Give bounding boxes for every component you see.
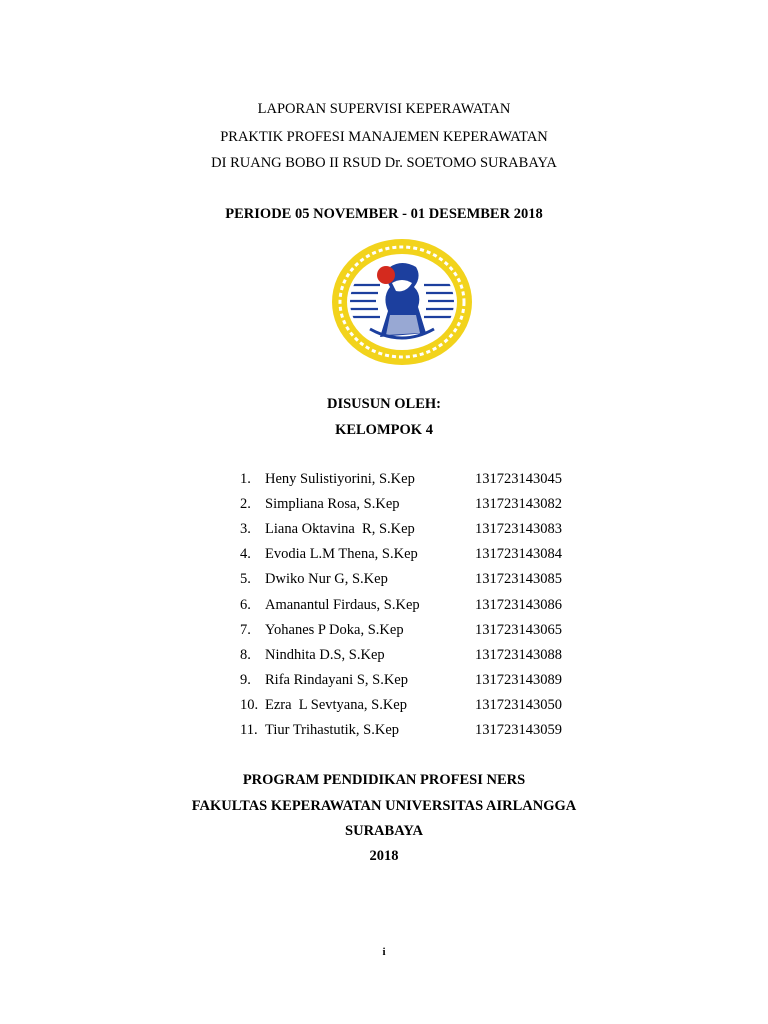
member-name: Liana Oktavina R, S.Kep xyxy=(265,521,415,537)
member-nim: 131723143086 xyxy=(475,597,562,613)
university-airlangga-seal-icon xyxy=(330,237,474,367)
member-name: Nindhita D.S, S.Kep xyxy=(265,647,385,663)
member-nim: 131723143089 xyxy=(475,672,562,688)
member-row xyxy=(240,670,640,690)
member-nim: 131723143088 xyxy=(475,647,562,663)
member-name: Dwiko Nur G, S.Kep xyxy=(265,571,388,587)
member-number: 8. xyxy=(240,647,251,663)
member-name: Tiur Trihastutik, S.Kep xyxy=(265,722,400,738)
member-name: Heny Sulistiyorini, S.Kep xyxy=(265,471,415,487)
page-number: i xyxy=(382,946,386,958)
member-name: Yohanes P Doka, S.Kep xyxy=(265,622,404,638)
member-number: 4. xyxy=(240,546,251,562)
member-row xyxy=(240,494,640,514)
title-line-3: DI RUANG BOBO II RSUD Dr. SOETOMO SURABAYA xyxy=(211,155,557,171)
member-row xyxy=(240,544,640,564)
member-name: Evodia L.M Thena, S.Kep xyxy=(265,546,418,562)
member-number: 2. xyxy=(240,496,251,512)
year-label: 2018 xyxy=(369,848,399,864)
member-number: 3. xyxy=(240,521,251,537)
faculty-name: FAKULTAS KEPERAWATAN UNIVERSITAS AIRLANGGA xyxy=(191,798,577,814)
member-nim: 131723143050 xyxy=(475,697,562,713)
group-label: KELOMPOK 4 xyxy=(335,422,433,438)
member-nim: 131723143082 xyxy=(475,496,562,512)
member-row xyxy=(240,720,640,740)
member-nim: 131723143059 xyxy=(475,722,562,738)
member-nim: 131723143045 xyxy=(475,471,562,487)
member-number: 9. xyxy=(240,672,251,688)
member-row xyxy=(240,519,640,539)
member-nim: 131723143083 xyxy=(475,521,562,537)
member-name: Rifa Rindayani S, S.Kep xyxy=(265,672,408,688)
member-number: 7. xyxy=(240,622,251,638)
member-number: 5. xyxy=(240,571,251,587)
member-row xyxy=(240,620,640,640)
city-name: SURABAYA xyxy=(345,823,423,839)
compiled-by-label: DISUSUN OLEH: xyxy=(326,396,441,412)
period-heading: PERIODE 05 NOVEMBER - 01 DESEMBER 2018 xyxy=(225,206,543,222)
program-name: PROGRAM PENDIDIKAN PROFESI NERS xyxy=(242,772,526,788)
member-nim: 131723143065 xyxy=(475,622,562,638)
member-number: 11. xyxy=(240,722,258,738)
title-line-1: LAPORAN SUPERVISI KEPERAWATAN xyxy=(257,101,511,117)
member-row xyxy=(240,695,640,715)
member-number: 10. xyxy=(240,697,259,713)
member-name: Amanantul Firdaus, S.Kep xyxy=(265,597,420,613)
member-row xyxy=(240,645,640,665)
member-nim: 131723143084 xyxy=(475,546,562,562)
member-row xyxy=(240,569,640,589)
member-row xyxy=(240,469,640,489)
member-number: 6. xyxy=(240,597,251,613)
member-number: 1. xyxy=(240,471,251,487)
member-name: Ezra L Sevtyana, S.Kep xyxy=(265,697,407,713)
member-name: Simpliana Rosa, S.Kep xyxy=(265,496,400,512)
member-row xyxy=(240,595,640,615)
title-line-2: PRAKTIK PROFESI MANAJEMEN KEPERAWATAN xyxy=(220,129,548,145)
member-nim: 131723143085 xyxy=(475,571,562,587)
